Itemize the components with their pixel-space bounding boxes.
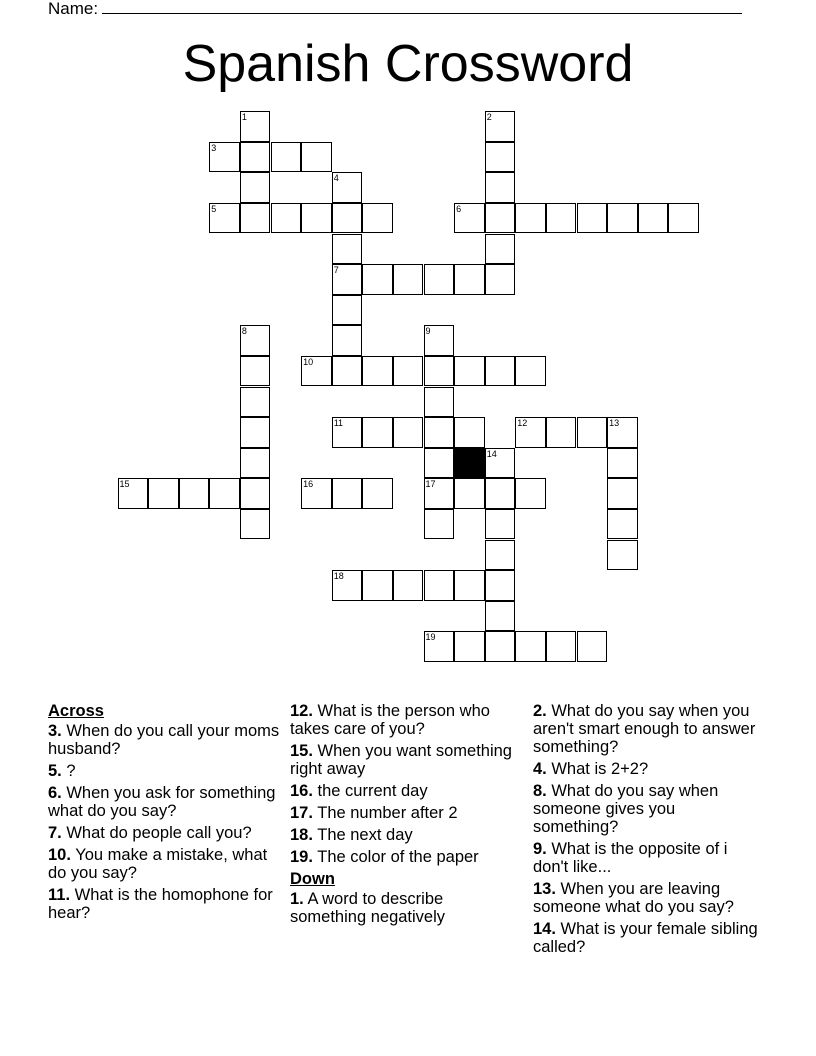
- clue-across-19: [290, 848, 522, 866]
- cell-number: 3: [211, 142, 217, 153]
- clue-number: 12.: [290, 702, 313, 720]
- clue-number: 11.: [48, 886, 71, 904]
- grid-cell[interactable]: [454, 570, 485, 601]
- clue-across-10: [48, 846, 280, 882]
- clue-across-11: [48, 886, 280, 922]
- grid-cell[interactable]: [485, 172, 516, 203]
- name-label: Name:: [48, 0, 99, 18]
- grid-cell[interactable]: [240, 387, 271, 418]
- grid-cell[interactable]: [607, 540, 638, 571]
- clue-text: The number after 2: [317, 804, 458, 822]
- clue-across-7: [48, 824, 280, 842]
- clue-number: 13.: [533, 880, 556, 898]
- clue-number: 6.: [48, 784, 62, 802]
- clue-text: What do you say when you aren't smart enough to answer something?: [533, 702, 756, 756]
- cell-number: 5: [211, 203, 217, 214]
- grid-cell[interactable]: [240, 509, 271, 540]
- clue-text: A word to describe something negatively: [290, 890, 446, 926]
- grid-cell[interactable]: [301, 142, 332, 173]
- grid-cell[interactable]: [179, 478, 210, 509]
- clue-across-17: [290, 804, 522, 822]
- clue-number: 18.: [290, 826, 313, 844]
- clue-down-8: [533, 782, 758, 836]
- clue-number: 8.: [533, 782, 547, 800]
- grid-cell[interactable]: [393, 570, 424, 601]
- cell-number: 16: [303, 479, 314, 490]
- grid-cell[interactable]: [485, 264, 516, 295]
- grid-cell[interactable]: [393, 356, 424, 387]
- clue-text: What is the homophone for hear?: [48, 886, 273, 922]
- clue-number: 7.: [48, 824, 62, 842]
- grid-cell[interactable]: [362, 478, 393, 509]
- clue-number: 9.: [533, 840, 547, 858]
- cell-number: 13: [609, 418, 620, 429]
- grid-cell[interactable]: [485, 142, 516, 173]
- grid-cell[interactable]: [485, 540, 516, 571]
- grid-cell[interactable]: [546, 631, 577, 662]
- grid-cell[interactable]: [638, 203, 669, 234]
- grid-cell[interactable]: [362, 417, 393, 448]
- clue-column-1: [48, 702, 280, 926]
- cell-number: 2: [486, 112, 492, 123]
- cell-number: 17: [425, 479, 436, 490]
- clue-text: ?: [66, 762, 76, 780]
- clue-text: When you are leaving someone what do you say?: [533, 880, 734, 916]
- grid-cell[interactable]: [332, 234, 363, 265]
- clue-number: 15.: [290, 742, 313, 760]
- grid-cell[interactable]: [577, 203, 608, 234]
- clue-number: 16.: [290, 782, 313, 800]
- grid-cell[interactable]: [577, 631, 608, 662]
- grid-cell[interactable]: [393, 264, 424, 295]
- grid-cell[interactable]: [607, 478, 638, 509]
- grid-cell[interactable]: [485, 356, 516, 387]
- grid-cell[interactable]: [209, 478, 240, 509]
- grid-cell[interactable]: [362, 570, 393, 601]
- grid-cell[interactable]: [424, 570, 455, 601]
- grid-cell[interactable]: [240, 448, 271, 479]
- grid-cell[interactable]: [485, 631, 516, 662]
- grid-cell[interactable]: [668, 203, 699, 234]
- cell-number: 1: [241, 112, 247, 123]
- grid-cell[interactable]: [546, 417, 577, 448]
- cell-number: 12: [517, 418, 528, 429]
- cell-number: 9: [425, 326, 431, 337]
- grid-cell[interactable]: [332, 356, 363, 387]
- clue-column-3: [533, 702, 758, 960]
- clue-number: 2.: [533, 702, 547, 720]
- grid-cell[interactable]: [485, 570, 516, 601]
- clue-number: 4.: [533, 760, 547, 778]
- grid-cell[interactable]: [424, 356, 455, 387]
- grid-cell[interactable]: [485, 601, 516, 632]
- grid-cell[interactable]: [240, 356, 271, 387]
- grid-cell[interactable]: [485, 234, 516, 265]
- page-title: Spanish Crossword: [182, 35, 634, 93]
- cell-number: 10: [303, 356, 314, 367]
- clue-column-2: [290, 702, 522, 930]
- clue-number: 19.: [290, 848, 313, 866]
- down-heading: Down: [290, 870, 335, 888]
- grid-cell[interactable]: [515, 356, 546, 387]
- grid-cell[interactable]: [454, 631, 485, 662]
- clue-text: What is your female sibling called?: [533, 920, 758, 956]
- clue-across-3: [48, 722, 280, 758]
- grid-cell[interactable]: [362, 264, 393, 295]
- grid-cell[interactable]: [240, 478, 271, 509]
- clue-text: You make a mistake, what do you say?: [48, 846, 268, 882]
- clue-number: 17.: [290, 804, 313, 822]
- clue-text: When do you call your moms husband?: [48, 722, 280, 758]
- clue-text: The color of the paper: [317, 848, 479, 866]
- clue-across-16: [290, 782, 522, 800]
- grid-cell[interactable]: [362, 356, 393, 387]
- clue-number: 5.: [48, 762, 62, 780]
- grid-cell[interactable]: [362, 203, 393, 234]
- grid-cell[interactable]: [393, 417, 424, 448]
- clue-down-1: [290, 890, 522, 926]
- grid-cell[interactable]: [454, 478, 485, 509]
- cell-number: 19: [425, 632, 436, 643]
- clue-text: What is 2+2?: [551, 760, 649, 778]
- grid-cell[interactable]: [607, 509, 638, 540]
- cell-number: 18: [333, 571, 344, 582]
- grid-cell[interactable]: [332, 295, 363, 326]
- grid-cell[interactable]: [607, 448, 638, 479]
- grid-cell[interactable]: [485, 478, 516, 509]
- grid-cell[interactable]: [240, 172, 271, 203]
- clue-down-13: [533, 880, 758, 916]
- grid-cell[interactable]: [607, 203, 638, 234]
- grid-cell[interactable]: [424, 417, 455, 448]
- clue-text: When you ask for something what do you say?: [48, 784, 276, 820]
- grid-cell[interactable]: [424, 448, 455, 479]
- grid-cell[interactable]: [515, 203, 546, 234]
- grid-cell[interactable]: [240, 203, 271, 234]
- clue-text: When you want something right away: [290, 742, 512, 778]
- cell-number: 6: [456, 203, 462, 214]
- grid-cell[interactable]: [485, 509, 516, 540]
- clue-number: 10.: [48, 846, 71, 864]
- clue-text: What do you say when someone gives you something?: [533, 782, 719, 836]
- grid-cell[interactable]: [148, 478, 179, 509]
- grid-cell[interactable]: [240, 142, 271, 173]
- clue-text: What is the opposite of i don't like...: [533, 840, 728, 876]
- black-cell: [454, 448, 485, 479]
- cell-number: 15: [119, 479, 130, 490]
- clue-across-18: [290, 826, 522, 844]
- cell-number: 8: [241, 326, 247, 337]
- cell-number: 14: [486, 448, 497, 459]
- clue-number: 1.: [290, 890, 304, 908]
- grid-cell[interactable]: [271, 203, 302, 234]
- clue-text: What do people call you?: [66, 824, 252, 842]
- clue-across-5: [48, 762, 280, 780]
- grid-cell[interactable]: [332, 325, 363, 356]
- clue-text: The next day: [317, 826, 413, 844]
- grid-cell[interactable]: [240, 417, 271, 448]
- clue-down-4: [533, 760, 758, 778]
- grid-cell[interactable]: [515, 631, 546, 662]
- grid-cell[interactable]: [271, 142, 302, 173]
- grid-cell[interactable]: [454, 356, 485, 387]
- grid-cell[interactable]: [454, 417, 485, 448]
- grid-cell[interactable]: [577, 417, 608, 448]
- grid-cell[interactable]: [332, 203, 363, 234]
- grid-cell[interactable]: [515, 478, 546, 509]
- clue-across-15: [290, 742, 522, 778]
- cell-number: 4: [333, 173, 339, 184]
- clue-across-6: [48, 784, 280, 820]
- clue-down-9: [533, 840, 758, 876]
- grid-cell[interactable]: [485, 203, 516, 234]
- grid-cell[interactable]: [546, 203, 577, 234]
- grid-cell[interactable]: [424, 509, 455, 540]
- clue-number: 14.: [533, 920, 556, 938]
- clue-across-12: [290, 702, 522, 738]
- cell-number: 7: [333, 265, 339, 276]
- grid-cell[interactable]: [424, 387, 455, 418]
- cell-number: 11: [333, 418, 344, 429]
- clue-down-2: [533, 702, 758, 756]
- across-heading: Across: [48, 702, 104, 720]
- clue-down-14: [533, 920, 758, 956]
- clue-text: the current day: [317, 782, 428, 800]
- grid-cell[interactable]: [332, 478, 363, 509]
- clue-number: 3.: [48, 722, 62, 740]
- grid-cell[interactable]: [301, 203, 332, 234]
- grid-cell[interactable]: [424, 264, 455, 295]
- grid-cell[interactable]: [454, 264, 485, 295]
- clue-text: What is the person who takes care of you?: [290, 702, 490, 738]
